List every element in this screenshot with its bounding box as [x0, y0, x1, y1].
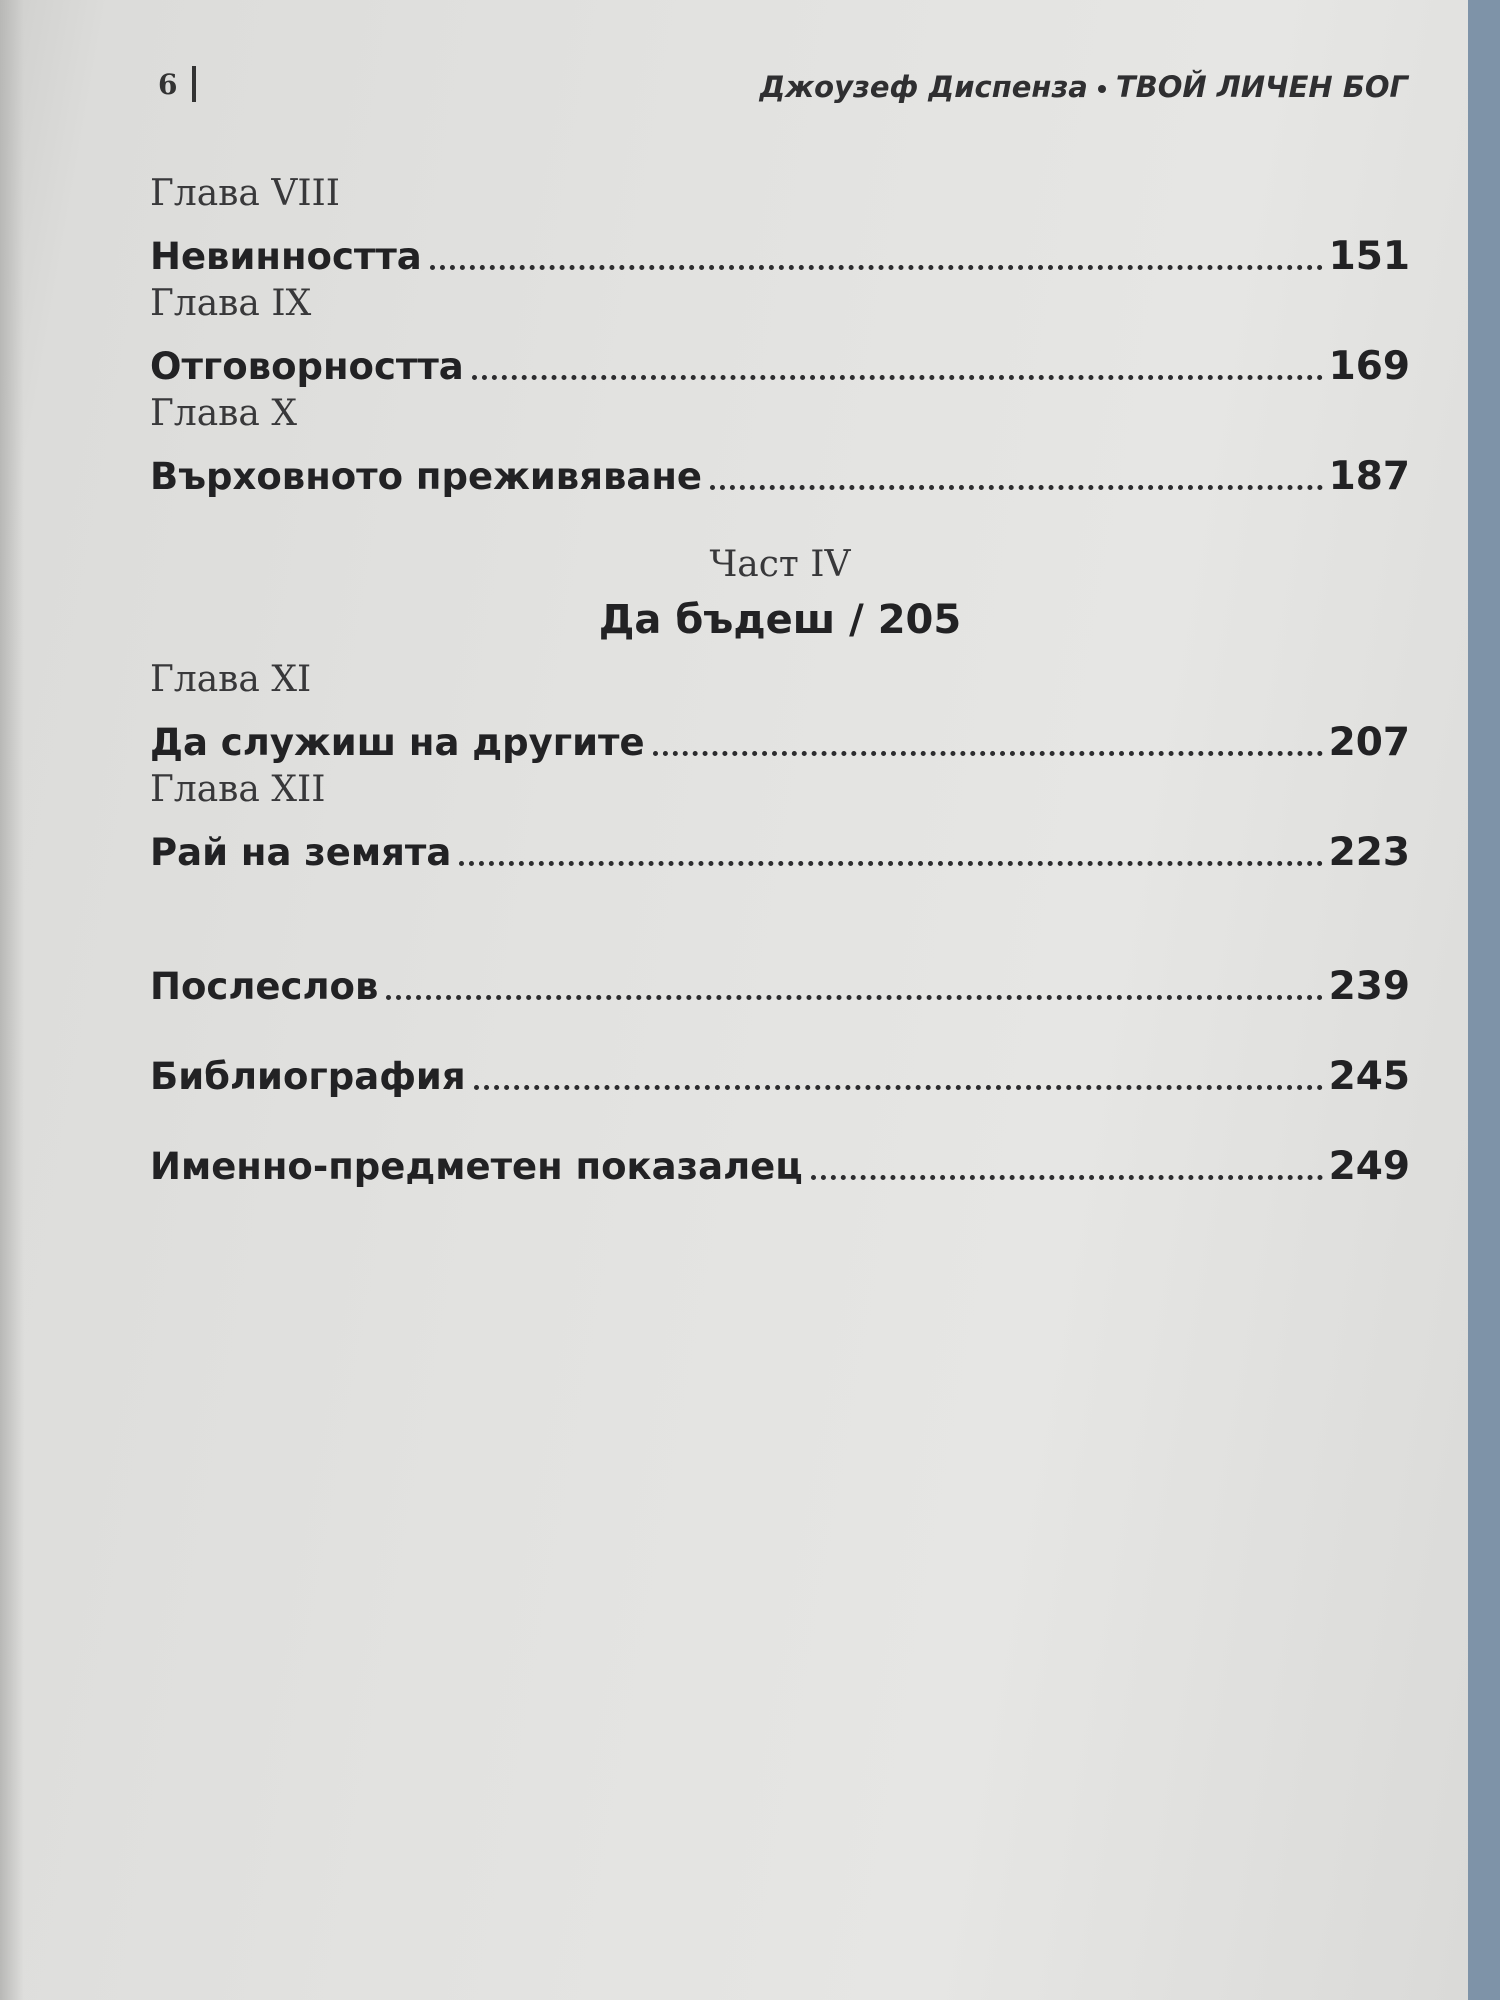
dot-leader — [811, 1175, 1323, 1180]
entry-title: Именно-предметен показалец — [150, 1145, 803, 1188]
entry-page: 187 — [1328, 454, 1410, 499]
entry-title: Върховното преживяване — [150, 455, 703, 498]
page-number-rule — [192, 66, 196, 102]
entry-page: 239 — [1328, 964, 1410, 1009]
entry-title: Рай на земята — [150, 831, 452, 874]
toc-entry-index[interactable] — [150, 1128, 1410, 1190]
entry-page: 223 — [1328, 830, 1410, 875]
toc-entry[interactable] — [150, 218, 1410, 280]
chapter-label: Глава XI — [150, 659, 312, 700]
chapter-label: Глава XII — [150, 769, 326, 810]
toc-chapter — [150, 766, 1410, 876]
part-label: Част IV — [709, 544, 851, 585]
entry-page: 169 — [1328, 344, 1410, 389]
author-name: Джоузеф Диспенза — [759, 70, 1088, 104]
separator-dot-icon — [1098, 85, 1106, 93]
table-of-contents — [150, 170, 1410, 1190]
dot-leader — [459, 861, 1322, 866]
toc-chapter — [150, 170, 1410, 280]
entry-page: 207 — [1328, 720, 1410, 765]
toc-entry[interactable] — [150, 328, 1410, 390]
entry-title: Невинността — [150, 235, 422, 278]
toc-entry[interactable] — [150, 814, 1410, 876]
entry-page: 249 — [1328, 1144, 1410, 1189]
dot-leader — [386, 995, 1322, 1000]
chapter-label: Глава IX — [150, 283, 312, 324]
chapter-label: Глава X — [150, 393, 297, 434]
spine-shadow — [0, 0, 24, 2000]
entry-title: Библиография — [150, 1055, 466, 1098]
entry-title: Отговорността — [150, 345, 464, 388]
toc-chapter — [150, 656, 1410, 766]
running-head — [759, 70, 1408, 104]
entry-page: 245 — [1328, 1054, 1410, 1099]
entry-title: Да служиш на другите — [150, 721, 645, 764]
part-title[interactable]: Да бъдеш / 205 — [598, 597, 962, 643]
dot-leader — [710, 485, 1323, 490]
dot-leader — [430, 265, 1323, 270]
book-title: ТВОЙ ЛИЧЕН БОГ — [1115, 70, 1408, 104]
dot-leader — [474, 1085, 1323, 1090]
running-header — [158, 62, 1408, 112]
dot-leader — [653, 751, 1323, 756]
page-number: 6 — [158, 68, 178, 101]
entry-title: Послеслов — [150, 965, 379, 1008]
dot-leader — [472, 375, 1323, 380]
chapter-label: Глава VIII — [150, 173, 341, 214]
toc-chapter — [150, 390, 1410, 500]
part-heading — [150, 540, 1410, 650]
section-gap — [150, 876, 1410, 948]
entry-page: 151 — [1328, 234, 1410, 279]
toc-chapter — [150, 280, 1410, 390]
toc-entry-bibliography[interactable] — [150, 1038, 1410, 1100]
toc-entry-afterword[interactable] — [150, 948, 1410, 1010]
toc-entry[interactable] — [150, 438, 1410, 500]
toc-entry[interactable] — [150, 704, 1410, 766]
